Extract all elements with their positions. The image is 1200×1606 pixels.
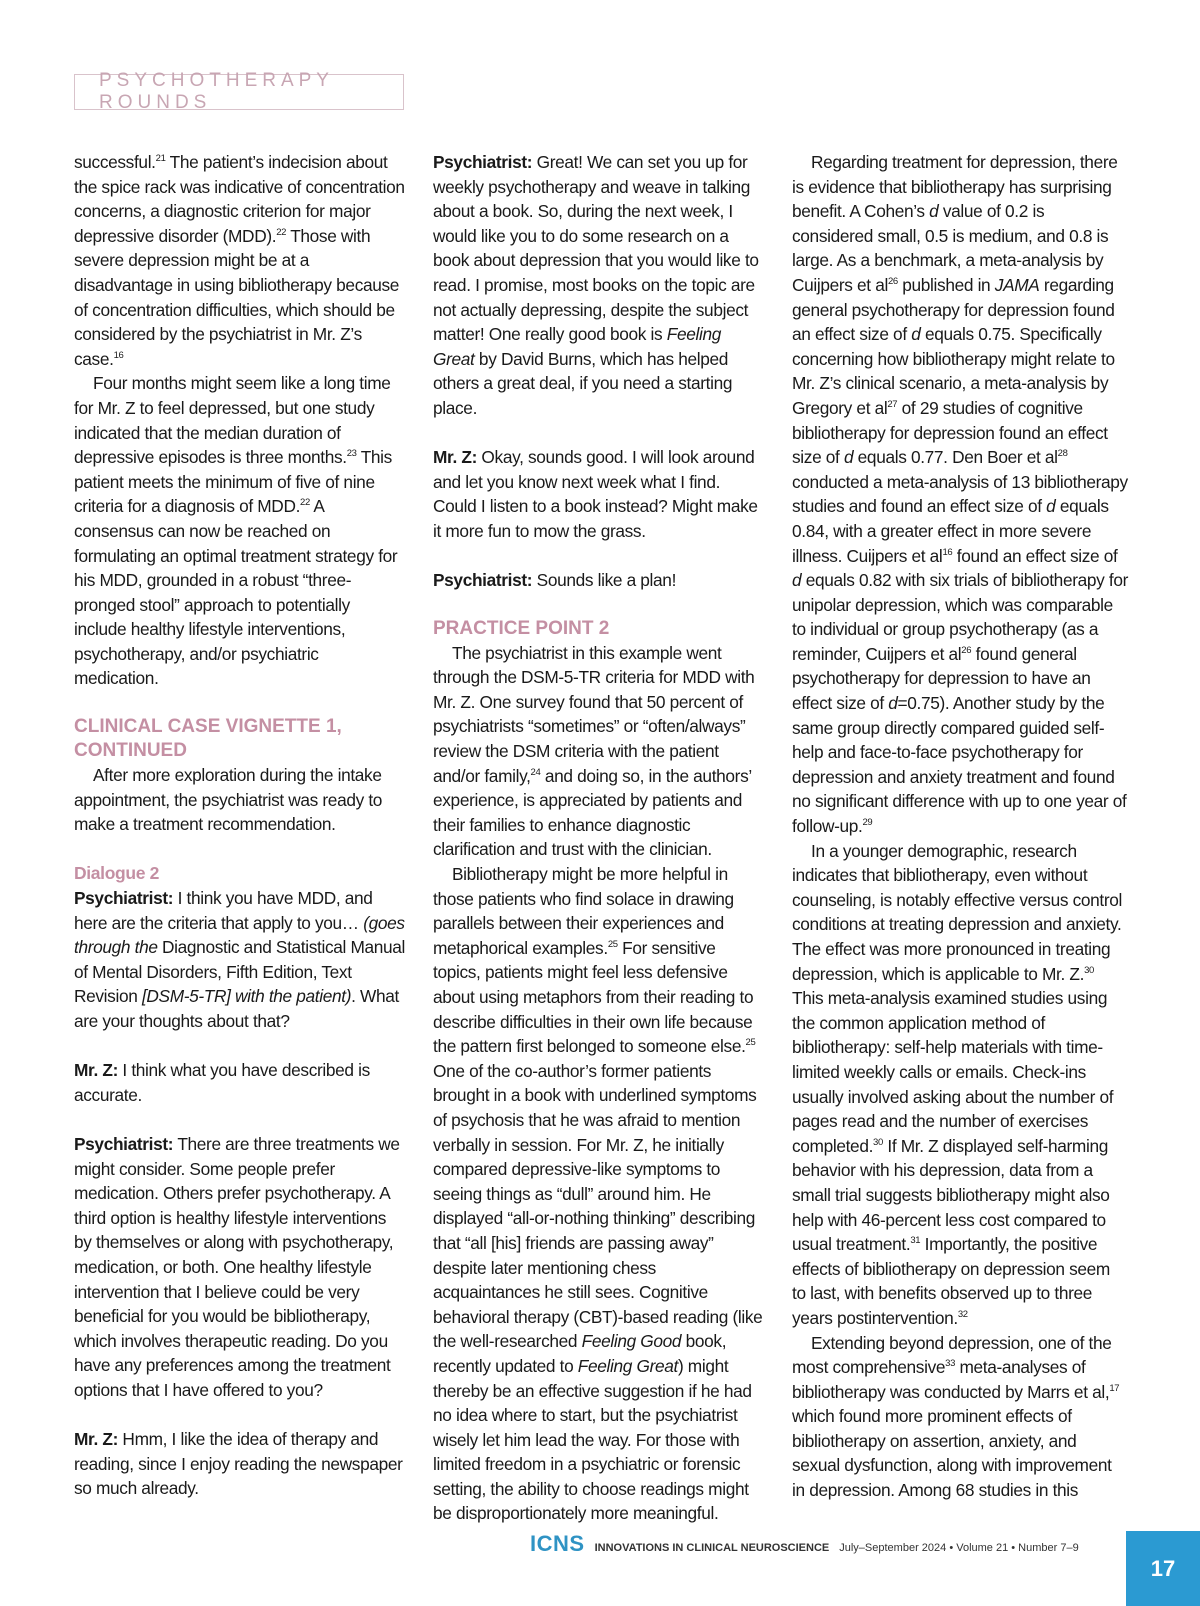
paragraph: After more exploration during the intake appointment, the psychiatrist was ready to make a treatment recommendation. — [74, 765, 383, 835]
section-heading: PRACTICE POINT 2 — [433, 617, 610, 639]
column-1 — [74, 150, 406, 1501]
dialogue-line: Psychiatrist: I think you have MDD, and here are the criteria that apply to you… (goes through the Diagnostic and Statistical Manual of Mental Disorders, Fifth Edition, Text Revision [DSM-5-TR] with the patient). What are your thoughts about that? — [74, 888, 406, 1031]
journal-logo: ICNS — [530, 1531, 585, 1556]
column-3 — [792, 150, 1128, 1503]
paragraph: The psychiatrist in this example went through the DSM-5-TR criteria for MDD with Mr. Z. One survey found that 50 percent of psychiatrists “sometimes” or “often/always” review the DSM criteria with the patient and/or family,$^{24}$ and doing so, in the authors’ experience, is appreciated by patients and their families to enhance diagnostic clarification and trust with the clinician. — [433, 642, 755, 860]
paragraph: Four months might seem like a long time for Mr. Z to feel depressed, but one study indicated that the median duration of depressive episodes is three months.$^{23}$ This patient meets the minimum of five of nine criteria for a diagnosis of MDD.$^{22}$ A consensus can now be reached on formulating an optimal treatment strategy for his MDD, grounded in a robust “three-pronged stool” approach to potentially include healthy lifestyle interventions, psychotherapy, and/or psychiatric medication. — [74, 373, 398, 689]
dialogue-line: Mr. Z: Hmm, I like the idea of therapy and reading, since I enjoy reading the newspaper so much already. — [74, 1429, 403, 1499]
page-footer — [530, 1531, 1079, 1557]
dialogue-line: Psychiatrist: There are three treatments we might consider. Some people prefer medication. Others prefer psychotherapy. A third option is healthy lifestyle interventions by themselves or along with psychotherapy, medication, or both. One healthy lifestyle intervention that I believe could be very beneficial for you would be bibliotherapy, which involves therapeutic reading. Do you have any preferences among the treatment options that I have offered to you? — [74, 1133, 400, 1400]
section-heading: CLINICAL CASE VIGNETTE 1, CONTINUED — [74, 716, 342, 762]
dialogue-line: Psychiatrist: Sounds like a plan! — [433, 570, 677, 591]
dialogue-line: Mr. Z: Okay, sounds good. I will look around and let you know next week what I find. Could I listen to a book instead? Might make it more fun to mow the grass. — [433, 447, 758, 541]
dialogue-title: Dialogue 2 — [74, 863, 159, 884]
column-2 — [433, 150, 765, 1526]
issue-info: July–September 2024 • Volume 21 • Number 7–9 — [839, 1542, 1079, 1554]
paragraph: In a younger demographic, research indicates that bibliotherapy, even without counseling, is notably effective versus control conditions at treating depression and anxiety. The effect was more pronounced in treating depression, which is applicable to Mr. Z.$^{30}$ This meta-analysis examined studies using the common application method of bibliotherapy: self-help materials with time-limited weekly calls or emails. Check-ins usually involved asking about the number of pages read and the number of exercises completed.$^{30}$ If Mr. Z displayed self-harming behavior with his depression, data from a small trial suggests bibliotherapy might also help with 46-percent less cost compared to usual treatment.$^{31}$ Importantly, the positive effects of bibliotherapy on depression seem to last, with benefits observed up to three years postintervention.$^{32}$ — [792, 840, 1123, 1328]
journal-title: INNOVATIONS IN CLINICAL NEUROSCIENCE — [594, 1542, 830, 1554]
dialogue-line: Psychiatrist: Great! We can set you up for weekly psychotherapy and weave in talking about a book. So, during the next week, I would like you to do some research on a book about depression that you would like to read. I promise, most books on the topic are not actually depressing, despite the subject matter! One really good book is Feeling Great by David Burns, which has helped others a great deal, if you need a starting place. — [433, 152, 759, 418]
section-tag: PSYCHOTHERAPY ROUNDS — [74, 74, 404, 110]
paragraph: Extending beyond depression, one of the most comprehensive$^{33}$ meta-analyses of bibliotherapy was conducted by Marrs et al,$^{17}$ which found more prominent effects of bibliotherapy on assertion, anxiety, and sexual dysfunction, along with improvement in depression. Among 68 studies in this — [792, 1332, 1120, 1501]
dialogue-line: Mr. Z: I think what you have described is accurate. — [74, 1060, 370, 1105]
paragraph: Bibliotherapy might be more helpful in those patients who find solace in drawing parallels between their experiences and metaphorical examples.$^{25}$ For sensitive topics, patients might feel less defensive about using metaphors from their reading to describe difficulties in their own life because the pattern first belonged to someone else.$^{25}$ One of the co-author’s former patients brought in a book with underlined symptoms of psychosis that he was afraid to mention verbally in session. For Mr. Z, he initially compared depressive-like symptoms to seeing things as “dull” around him. He displayed “all-or-nothing thinking” describing that “all [his] friends are passing away” despite later mentioning chess acquaintances he still sees. Cognitive behavioral therapy (CBT)-based reading (like the well-researched Feeling Good book, recently updated to Feeling Great) might thereby be an effective suggestion if he had no idea where to start, but the psychiatrist wisely let him lead the way. For those with limited freedom in a psychiatric or forensic setting, the ability to choose readings might be disproportionately more meaningful. — [433, 864, 763, 1524]
paragraph: Regarding treatment for depression, there is evidence that bibliotherapy has surprising benefit. A Cohen’s d value of 0.2 is considered small, 0.5 is medium, and 0.8 is large. As a benchmark, a meta-analysis by Cuijpers et $al^{26}$ published in JAMA regarding general psychotherapy for depression found an effect size of d equals 0.75. Specifically concerning how bibliotherapy might relate to Mr. Z’s clinical scenario, a meta-analysis by Gregory et $al^{27}$ of 29 studies of cognitive bibliotherapy for depression found an effect size of d equals 0.77. Den Boer et $al^{28}$ conducted a meta-analysis of 13 bibliotherapy studies and found an effect size of d equals 0.84, with a greater effect in more severe illness. Cuijpers et $al^{16}$ found an effect size of d equals 0.82 with six trials of bibliotherapy for unipolar depression, which was comparable to individual or group psychotherapy (as a reminder, Cuijpers et $al^{26}$ found general psychotherapy for depression to have an effect size of d=0.75). Another study by the same group directly compared guided self-help and face-to-face psychotherapy for depression and anxiety treatment and found no significant difference with up to one year of follow-up.$^{29}$ — [792, 152, 1128, 837]
page-number: 17 — [1126, 1531, 1200, 1606]
paragraph: successful.$^{21}$ The patient’s indecision about the spice rack was indicative of concentration concerns, a diagnostic criterion for major depressive disorder (MDD).$^{22}$ Those with severe depression might be at a disadvantage in using bibliotherapy because of concentration difficulties, which should be considered by the psychiatrist in Mr. Z’s case.$^{16}$ — [74, 152, 405, 369]
